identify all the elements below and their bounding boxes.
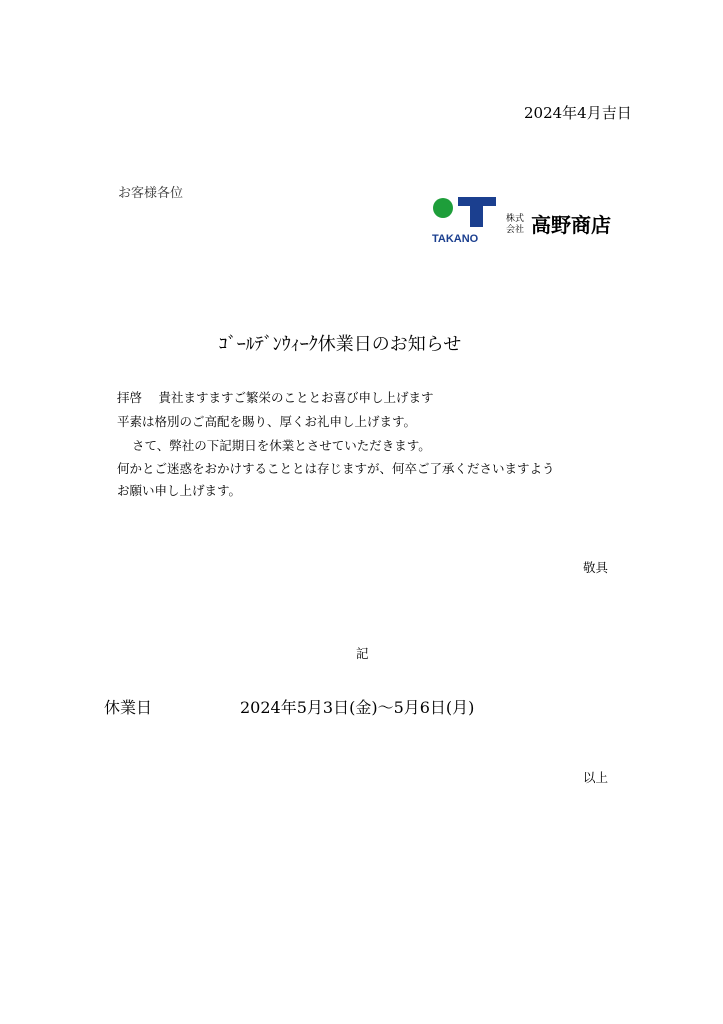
body-line: さて、弊社の下記期日を休業とさせていただきます。 xyxy=(132,438,431,453)
body-line: 平素は格別のご高配を賜り、厚くお礼申し上げます。 xyxy=(117,414,417,429)
ki-marker: 記 xyxy=(356,646,369,661)
closing-ijou: 以上 xyxy=(583,770,609,785)
body-line: 拝啓 貴社ますますご繁栄のこととお喜び申し上げます xyxy=(117,390,434,405)
notice-title xyxy=(0,330,680,356)
body-line: お願い申し上げます。 xyxy=(117,483,242,498)
company-name: 高野商店 xyxy=(531,213,611,237)
body-line: 何かとご迷惑をおかけすることとは存じますが、何卒ご了承くださいますよう xyxy=(117,461,555,476)
company-logo xyxy=(430,194,630,248)
company-type-bottom: 会社 xyxy=(506,225,525,235)
company-type-top: 株式 xyxy=(506,214,525,224)
closing-keigu: 敬具 xyxy=(583,560,609,575)
document-date: 2024年4月吉日 xyxy=(524,104,632,122)
holiday-dates: 2024年5月3日(金)～5月6日(月) xyxy=(240,698,475,717)
logo-wordmark: TAKANO xyxy=(432,233,479,245)
notice-title-text: ｺﾞｰﾙﾃﾞﾝｳｨｰｸ休業日のお知らせ xyxy=(218,334,462,355)
holiday-label: 休業日 xyxy=(104,698,153,717)
takano-logo-icon xyxy=(430,194,630,248)
addressee: お客様各位 xyxy=(118,186,184,201)
